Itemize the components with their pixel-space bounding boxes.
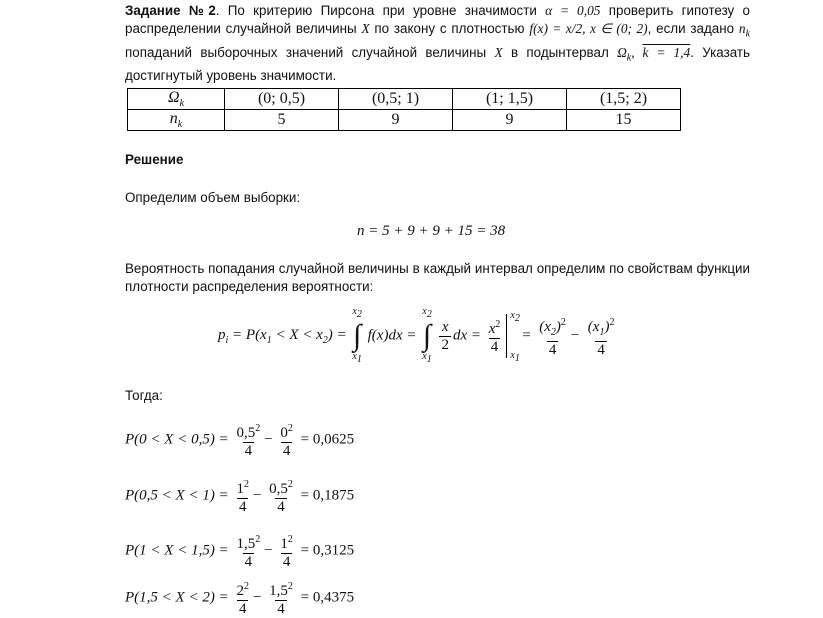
solution-heading: Решение: [125, 152, 184, 167]
task-statement: Задание №2. По критерию Пирсона при уровне значимости α = 0,05 проверить гипотезу о распределении случайной величины X по закону с плотностью f(x) = x/2, x ∈ (0; 2), если задано $n_k$ попаданий выборочных значений случайной величины X в подынтервал $\Omega_k$, k = 1,4. Указать достигнутый уровень значимости.: [125, 3, 751, 84]
probability-line: P(0,5 < X < 1) = $\frac{1^2}{4}$ − $\frac{0,5^2}{4}$ = 0,1875: [125, 479, 355, 515]
sample-size-formula: n = 5 + 9 + 9 + 15 = 38: [357, 223, 506, 239]
table-cell: (1; 1,5): [453, 89, 567, 110]
table-cell: (0,5; 1): [339, 89, 453, 110]
density-expression: f(x) = x/2, x ∈ (0; 2): [529, 21, 648, 36]
table-header-nk: $n_k$: [128, 110, 225, 131]
table-cell: (0; 0,5): [225, 89, 339, 110]
then-label: Тогда:: [125, 388, 163, 403]
probability-line: P(0 < X < 0,5) = $\frac{0,5^2}{4}$ − $\frac{0^2}{4}$ = 0,0625: [125, 423, 355, 459]
table-cell: (1,5; 2): [567, 89, 681, 110]
table-row: [128, 110, 681, 131]
table-cell: 9: [339, 110, 453, 131]
table-cell: 15: [567, 110, 681, 131]
distribution-table: [127, 88, 681, 131]
table-row: [128, 89, 681, 110]
k-range: k = 1,4: [642, 44, 691, 60]
probability-line: P(1,5 < X < 2) = $\frac{2^2}{4}$ − $\frac{1,5^2}{4}$ = 0,4375: [125, 581, 355, 617]
probability-general-formula: $p_i = P(x_1 < X < x_2)$ = $x_2$ ∫ $x_1$ f(x)dx = $x_2$ ∫ $x_1$ $\frac{x}{2}$ dx = $\frac{x^2}{4}$ $x_2$ $x_1$ = $\frac{(x_2)^2}{4}$ − $\frac{(x_1)^2}{4}$: [218, 306, 615, 365]
sample-intro: Определим объем выборки:: [125, 190, 301, 205]
task-title: Задание №2: [125, 3, 216, 18]
table-cell: 9: [453, 110, 567, 131]
probability-line: P(1 < X < 1,5) = $\frac{1,5^2}{4}$ − $\frac{1^2}{4}$ = 0,3125: [125, 534, 355, 570]
alpha-expression: α = 0,05: [545, 3, 601, 18]
probability-intro: Вероятность попадания случайной величины в каждый интервал определим по свойствам функции плотности распределения вероятности:: [125, 261, 750, 294]
table-header-omega: $\Omega_k$: [128, 89, 225, 110]
table-cell: 5: [225, 110, 339, 131]
